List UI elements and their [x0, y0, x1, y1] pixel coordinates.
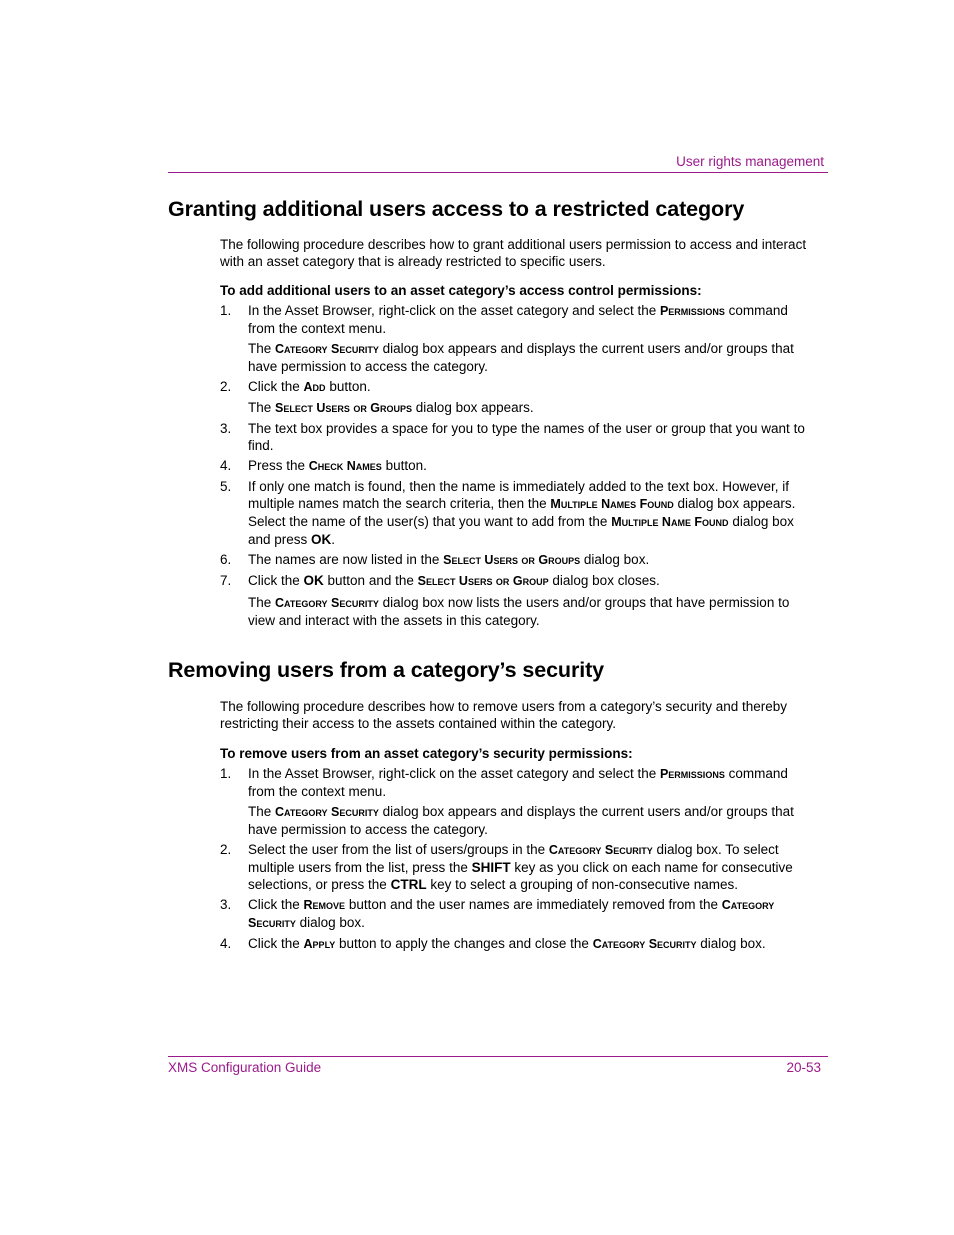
ui-term: Select Users or Groups [443, 553, 581, 567]
ui-term: Select Users or Group [417, 574, 549, 588]
key-term: OK [311, 532, 332, 547]
step-text: Select the user from the list of users/groups in the [248, 842, 549, 857]
ui-term: Category Security [592, 937, 697, 951]
step-text: The text box provides a space for you to type the names of the user or group that you want to find. [248, 421, 805, 453]
step-text: dialog box. To select multiple users from the list, press the [248, 842, 779, 875]
section-title-granting: Granting additional users access to a restricted category [168, 197, 745, 221]
key-term: CTRL [390, 877, 427, 892]
step-text: button to apply the changes and close the [335, 936, 593, 951]
page-number: 20-53 [786, 1060, 821, 1075]
list-item [220, 551, 810, 569]
step-text: . [331, 532, 336, 547]
step-text: dialog box and press [248, 514, 794, 547]
list-item [220, 378, 810, 396]
step-number: 1. [220, 766, 232, 781]
step-text: Click the [248, 897, 304, 912]
step-note: The Category Security dialog box appears and displays the current users and/or groups that have permission to access the category. [248, 804, 794, 837]
step-text: key as you click on each name for consecutive selections, or press the [248, 860, 793, 892]
step-text: dialog box. [295, 915, 365, 930]
step-text: Press the [248, 458, 309, 473]
ui-term: Add [303, 380, 326, 394]
list-item [220, 420, 810, 454]
step-number: 4. [220, 458, 232, 473]
ui-term: Category Security [275, 342, 379, 356]
ui-term: Multiple Name Found [611, 515, 729, 529]
step-number: 6. [220, 552, 232, 567]
list-item [220, 302, 810, 337]
step-number: 2. [220, 842, 232, 857]
ui-term: Category Security [275, 805, 379, 819]
ui-term: Permissions [659, 767, 725, 781]
step-note: The Category Security dialog box now lists the users and/or groups that have permission to view and interact with the assets in this category. [248, 595, 790, 628]
key-term: OK [303, 573, 324, 588]
step-note: The Select Users or Groups dialog box appears. [248, 400, 534, 415]
header-rule [168, 172, 828, 173]
step-text: command from the context menu. [248, 303, 788, 336]
section-removing-body [220, 698, 810, 953]
step-text: dialog box closes. [548, 573, 660, 588]
step-text: button and the user names are immediately removed from the [345, 897, 722, 912]
step-text: dialog box appears. Select the name of the user(s) that you want to add from the [248, 496, 796, 529]
list-item [220, 935, 810, 953]
list-item [220, 478, 810, 548]
list-item [220, 896, 810, 932]
procedure-heading: To add additional users to an asset category’s access control permissions: [220, 283, 702, 298]
step-text: If only one match is found, then the name is immediately added to the text box. However, if multiple names match the search criteria, then the [248, 479, 790, 511]
step-text: The names are now listed in the [248, 552, 444, 567]
ui-term: Category Security [275, 596, 379, 610]
ui-term: Category Security [248, 898, 775, 930]
step-number: 5. [220, 479, 232, 494]
step-number: 4. [220, 936, 232, 951]
footer-rule [168, 1056, 828, 1057]
step-text: In the Asset Browser, right-click on the asset category and select the [248, 303, 660, 318]
running-header: User rights management [676, 154, 824, 169]
ui-term: Remove [303, 898, 346, 912]
section-granting-body [220, 236, 810, 629]
list-item [220, 457, 810, 475]
footer-guide-title: XMS Configuration Guide [168, 1060, 322, 1075]
key-term: SHIFT [471, 860, 511, 875]
step-text: dialog box. [696, 936, 766, 951]
intro-paragraph: The following procedure describes how to grant additional users permission to access and interact with an asset category that is already restricted to specific users. [220, 237, 807, 269]
step-text: button and the [323, 573, 418, 588]
step-text: dialog box. [580, 552, 650, 567]
procedure-heading: To remove users from an asset category’s security permissions: [220, 746, 633, 761]
step-text: command from the context menu. [248, 766, 788, 799]
step-text: Click the [248, 573, 304, 588]
ui-term: Check Names [308, 459, 382, 473]
step-text: Click the [248, 379, 304, 394]
ui-term: Apply [303, 937, 336, 951]
step-text: key to select a grouping of non-consecutive names. [426, 877, 739, 892]
list-item [220, 765, 810, 800]
section-title-removing: Removing users from a category’s security [168, 658, 605, 682]
step-text: button. [325, 379, 371, 394]
ui-term: Multiple Names Found [550, 497, 674, 511]
step-text: button. [381, 458, 427, 473]
step-number: 3. [220, 421, 232, 436]
list-item [220, 572, 810, 590]
step-number: 3. [220, 897, 232, 912]
step-number: 2. [220, 379, 232, 394]
ui-term: Category Security [548, 843, 653, 857]
intro-paragraph: The following procedure describes how to remove users from a category’s security and thereby restricting their access to the assets contained within the category. [220, 699, 788, 731]
step-number: 1. [220, 303, 232, 318]
step-text: In the Asset Browser, right-click on the asset category and select the [248, 766, 660, 781]
step-number: 7. [220, 573, 232, 588]
step-text: Click the [248, 936, 304, 951]
ui-term: Select Users or Groups [275, 401, 413, 415]
list-item [220, 841, 810, 893]
step-note: The Category Security dialog box appears and displays the current users and/or groups that have permission to access the category. [248, 341, 794, 374]
ui-term: Permissions [659, 304, 725, 318]
